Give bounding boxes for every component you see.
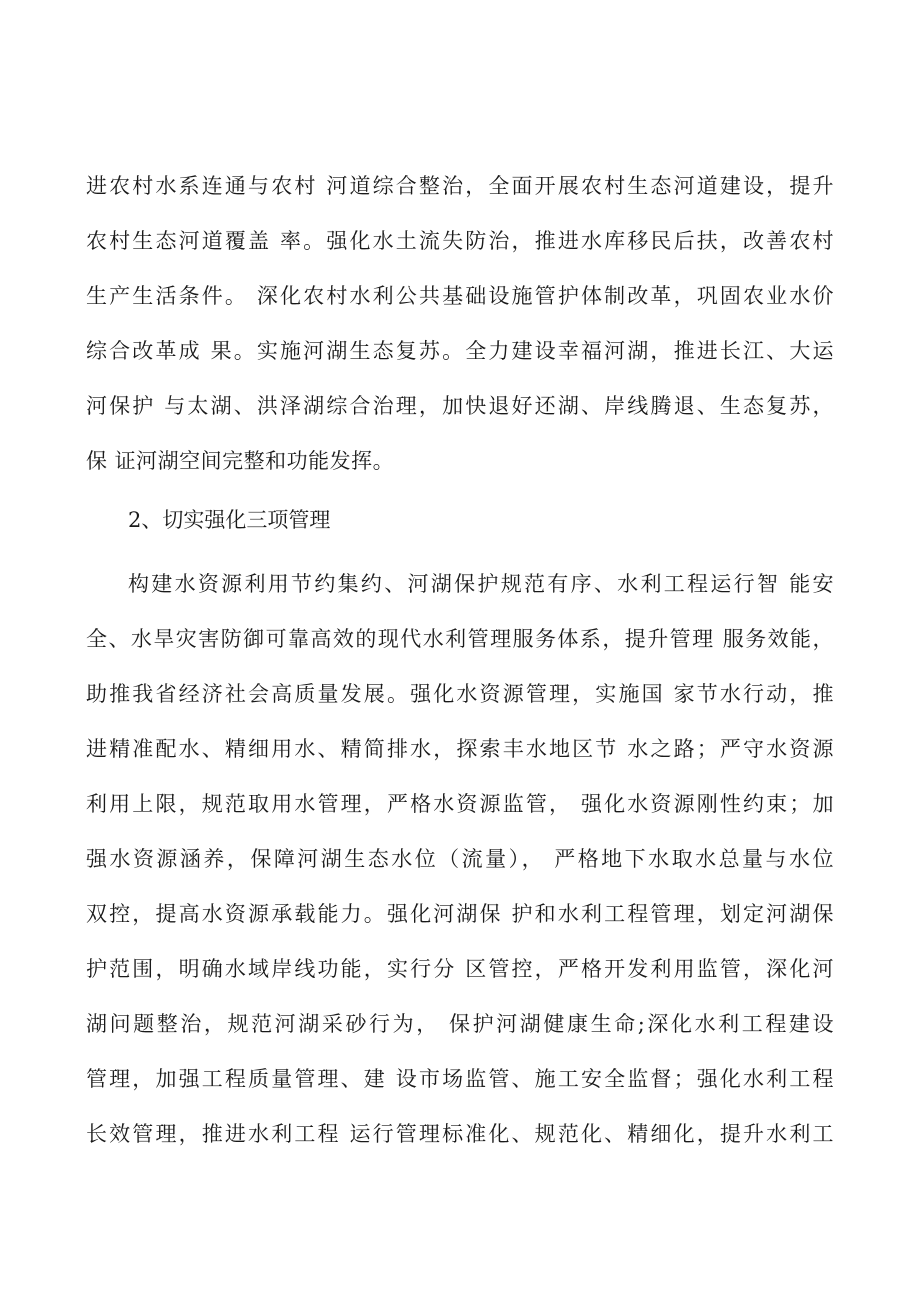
paragraph-2-line: 进精准配水、精细用水、精简排水，探索丰水地区节 水之路；严守水资源: [86, 737, 834, 761]
paragraph-1-line: 河保护 与太湖、洪泽湖综合治理，加快退好还湖、岸线腾退、生态复苏，: [86, 394, 834, 418]
paragraph-1-line: 进农村水系连通与农村 河道综合整治，全面开展农村生态河道建设，提升: [86, 174, 834, 198]
paragraph-2-line: 护范围，明确水域岸线功能，实行分 区管控，严格开发利用监管，深化河: [86, 957, 834, 981]
paragraph-2-line: 双控，提高水资源承载能力。强化河湖保 护和水利工程管理，划定河湖保: [86, 902, 834, 926]
paragraph-1-line: 生产生活条件。 深化农村水利公共基础设施管护体制改革，巩固农业水价: [86, 284, 834, 308]
paragraph-2-line: 全、水旱灾害防御可靠高效的现代水利管理服务体系，提升管理 服务效能，: [86, 627, 834, 651]
paragraph-2-line: 长效管理，推进水利工程 运行管理标准化、规范化、精细化，提升水利工: [86, 1122, 834, 1146]
paragraph-2-line: 利用上限，规范取用水管理，严格水资源监管， 强化水资源刚性约束；加: [86, 792, 834, 816]
section-heading: 2、切实强化三项管理: [128, 508, 331, 532]
paragraph-2-line: 湖问题整治，规范河湖采砂行为， 保护河湖健康生命;深化水利工程建设: [86, 1012, 834, 1036]
paragraph-1-line: 农村生态河道覆盖 率。强化水土流失防治，推进水库移民后扶，改善农村: [86, 229, 834, 253]
paragraph-2-line: 构建水资源利用节约集约、河湖保护规范有序、水利工程运行智 能安: [128, 572, 834, 596]
paragraph-2-line: 强水资源涵养，保障河湖生态水位（流量）， 严格地下水取水总量与水位: [86, 847, 834, 871]
paragraph-2-line: 管理，加强工程质量管理、建 设市场监管、施工安全监督；强化水利工程: [86, 1067, 834, 1091]
paragraph-2-line: 助推我省经济社会高质量发展。强化水资源管理，实施国 家节水行动，推: [86, 682, 834, 706]
paragraph-1-line: 保 证河湖空间完整和功能发挥。: [86, 449, 395, 473]
paragraph-1-line: 综合改革成 果。实施河湖生态复苏。全力建设幸福河湖，推进长江、大运: [86, 339, 834, 363]
